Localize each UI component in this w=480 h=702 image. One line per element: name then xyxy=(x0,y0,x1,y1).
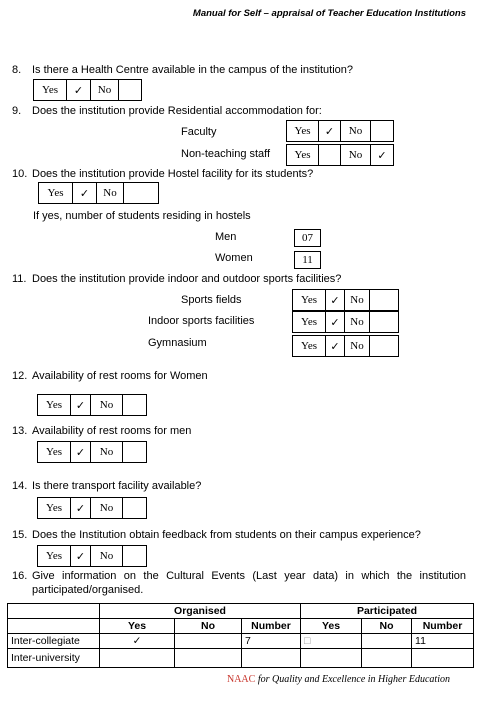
faculty-yes-no xyxy=(286,120,394,142)
indoor-sports-yes-no xyxy=(292,311,399,333)
feedback-yes-no xyxy=(37,545,147,567)
empty-cell xyxy=(370,336,398,356)
column-header: No xyxy=(362,619,412,634)
yes-no-box xyxy=(33,79,142,101)
tick-cell xyxy=(73,183,97,203)
women-restroom-yes-no xyxy=(37,394,147,416)
question-number: 10. xyxy=(12,168,28,180)
tick-icon: ✓ xyxy=(73,83,84,97)
column-header: Yes xyxy=(301,619,362,634)
hostel-sub-question: If yes, number of students residing in hostels xyxy=(33,210,251,222)
empty-cell xyxy=(370,312,398,332)
tick-icon: ✓ xyxy=(330,315,340,329)
empty-cell xyxy=(123,442,146,462)
table-cell xyxy=(301,649,362,668)
yes-cell: Yes xyxy=(287,121,319,141)
tick-cell xyxy=(71,546,91,566)
question-16 xyxy=(12,570,466,583)
tick-cell xyxy=(71,498,91,518)
table-row xyxy=(8,634,474,649)
question-text: Does the institution provide Hostel facility for its students? xyxy=(32,168,314,180)
question-14 xyxy=(12,480,201,493)
empty-cell xyxy=(123,395,146,415)
column-header: Yes xyxy=(100,619,175,634)
men-restroom-yes-no xyxy=(37,441,147,463)
empty-cell xyxy=(123,546,146,566)
table-subheader-corner xyxy=(8,619,100,634)
women-count: 11 xyxy=(294,251,321,269)
no-cell: No xyxy=(91,498,123,518)
table-cell: 7 xyxy=(242,634,301,649)
table-corner-cell xyxy=(8,604,100,619)
organised-header: Organised xyxy=(100,604,301,619)
question-text: Is there a Health Centre available in the campus of the institution? xyxy=(32,64,354,76)
no-cell: No xyxy=(91,80,119,100)
tick-cell xyxy=(71,395,91,415)
question-number: 8. xyxy=(12,64,22,76)
men-label: Men xyxy=(215,231,237,243)
question-text: Does the institution provide Residential accommodation for: xyxy=(32,105,322,117)
table-header-row xyxy=(8,604,474,619)
no-cell: No xyxy=(341,121,371,141)
transport-yes-no xyxy=(37,497,147,519)
question-number: 14. xyxy=(12,480,28,492)
question-text: Is there transport facility available? xyxy=(32,480,202,492)
question-8 xyxy=(12,64,353,77)
yes-cell: Yes xyxy=(293,290,326,310)
question-text-line1: Give information on the Cultural Events (Last year data) in which the institution xyxy=(32,570,466,582)
table-cell xyxy=(175,649,242,668)
question-text: Availability of rest rooms for Women xyxy=(32,370,208,382)
yes-cell: Yes xyxy=(38,498,71,518)
row-label: Inter-university xyxy=(8,649,100,668)
tick-cell xyxy=(326,290,345,310)
yes-cell: Yes xyxy=(38,546,71,566)
table-cell xyxy=(100,649,175,668)
sports-fields-label: Sports fields xyxy=(181,294,242,306)
empty-cell xyxy=(319,145,341,165)
participated-header: Participated xyxy=(301,604,474,619)
column-header: No xyxy=(175,619,242,634)
no-cell: No xyxy=(97,183,124,203)
women-label: Women xyxy=(215,252,253,264)
column-header: Number xyxy=(412,619,474,634)
page-header: Manual for Self – appraisal of Teacher Education Institutions xyxy=(192,8,466,19)
sports-fields-yes-no xyxy=(292,289,399,311)
men-count: 07 xyxy=(294,229,321,247)
table-cell xyxy=(242,649,301,668)
tick-cell xyxy=(326,336,345,356)
table-cell: □ xyxy=(301,634,362,649)
cultural-events-table xyxy=(7,603,474,668)
no-cell: No xyxy=(341,145,371,165)
table-row xyxy=(8,649,474,668)
question-number: 12. xyxy=(12,370,28,382)
question-number: 9. xyxy=(12,105,22,117)
tick-cell xyxy=(371,145,393,165)
table-subheader-row xyxy=(8,619,474,634)
question-text: Does the institution provide indoor and outdoor sports facilities? xyxy=(32,273,342,285)
faculty-label: Faculty xyxy=(181,126,217,138)
tick-cell xyxy=(326,312,345,332)
tick-cell xyxy=(71,442,91,462)
question-number: 15. xyxy=(12,529,28,541)
tick-icon: ✓ xyxy=(75,398,86,412)
table-cell xyxy=(175,634,242,649)
no-cell: No xyxy=(345,312,370,332)
no-cell: No xyxy=(91,395,123,415)
question-number: 13. xyxy=(12,425,28,437)
no-cell: No xyxy=(345,336,370,356)
tick-icon: ✓ xyxy=(330,293,340,307)
tick-icon: ✓ xyxy=(377,148,387,162)
tick-cell xyxy=(67,80,91,100)
gymnasium-label: Gymnasium xyxy=(148,337,207,349)
non-teaching-yes-no xyxy=(286,144,394,166)
question-number: 16. xyxy=(12,570,28,582)
question-16-line2: participated/organised. xyxy=(32,584,144,596)
column-header: Number xyxy=(242,619,301,634)
question-text: Does the Institution obtain feedback from students on their campus experience? xyxy=(32,529,421,541)
no-cell: No xyxy=(91,546,123,566)
yes-cell: Yes xyxy=(293,336,326,356)
empty-cell xyxy=(119,80,141,100)
yes-cell: Yes xyxy=(39,183,73,203)
hostel-yes-no xyxy=(38,182,159,204)
table-cell: 11 xyxy=(412,634,474,649)
tick-icon: ✓ xyxy=(75,445,86,459)
tick-icon: ✓ xyxy=(324,124,335,138)
table-cell xyxy=(362,649,412,668)
footer-tagline: for Quality and Excellence in Higher Education xyxy=(255,674,450,685)
no-cell: No xyxy=(91,442,123,462)
non-teaching-label: Non-teaching staff xyxy=(181,148,271,160)
yes-cell: Yes xyxy=(38,442,71,462)
table-cell xyxy=(412,649,474,668)
tick-icon: ✓ xyxy=(75,501,86,515)
question-13 xyxy=(12,425,191,438)
tick-icon: ✓ xyxy=(79,186,90,200)
naac-logo-text: NAAC xyxy=(226,674,256,685)
tick-cell xyxy=(319,121,341,141)
question-number: 11. xyxy=(12,273,27,285)
question-10 xyxy=(12,168,313,181)
table-cell: ✓ xyxy=(100,634,175,649)
question-15 xyxy=(12,529,421,542)
empty-cell xyxy=(370,290,398,310)
row-label: Inter-collegiate xyxy=(8,634,100,649)
tick-icon: ✓ xyxy=(330,339,340,353)
yes-cell: Yes xyxy=(287,145,319,165)
empty-cell xyxy=(371,121,393,141)
tick-icon: ✓ xyxy=(75,549,86,563)
question-9 xyxy=(12,105,322,118)
indoor-sports-label: Indoor sports facilities xyxy=(148,315,255,327)
page-footer xyxy=(227,674,450,685)
question-11 xyxy=(12,273,341,286)
gymnasium-yes-no xyxy=(292,335,399,357)
yes-cell: Yes xyxy=(38,395,71,415)
no-cell: No xyxy=(345,290,370,310)
question-12 xyxy=(12,370,208,383)
table-cell xyxy=(362,634,412,649)
question-text: Availability of rest rooms for men xyxy=(32,425,192,437)
yes-cell: Yes xyxy=(34,80,67,100)
empty-cell xyxy=(123,498,146,518)
empty-cell xyxy=(124,183,158,203)
yes-cell: Yes xyxy=(293,312,326,332)
